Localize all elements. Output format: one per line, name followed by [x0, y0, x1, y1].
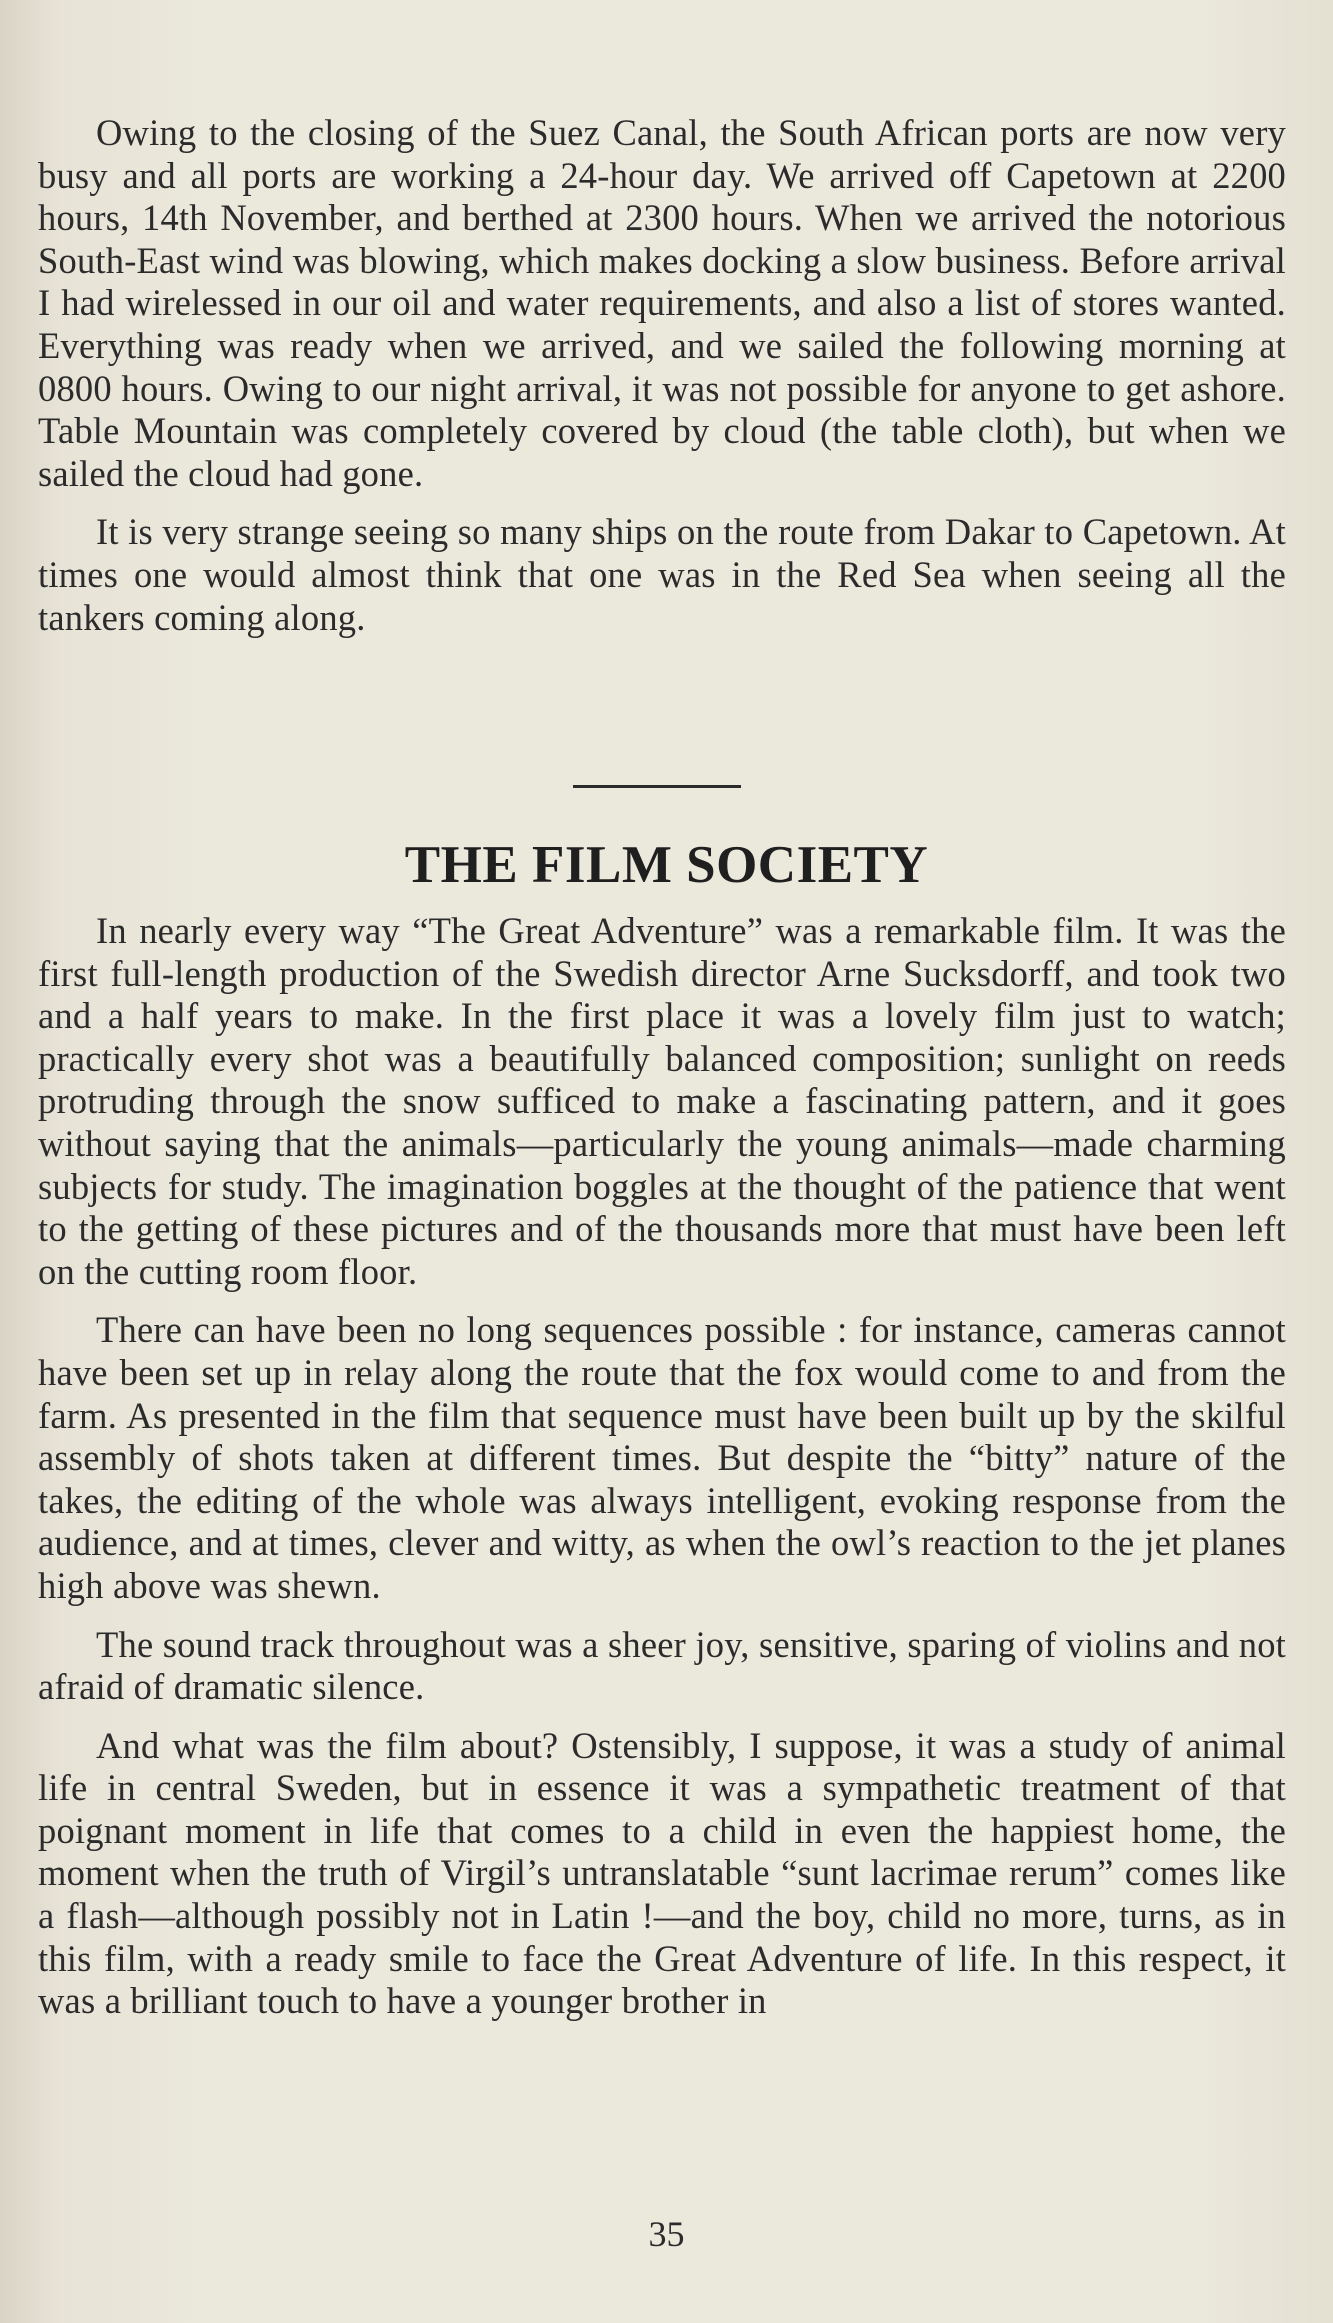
body-paragraph: And what was the film about? Ostensibly, I suppose, it was a study of animal life in central Sweden, but in essence it was a sympathetic treatment of that poignant moment in life that comes to a child in even the happiest home, the moment when the truth of Virgil’s untranslatable “sunt lacrimae rerum” comes like a flash—although possibly not in Latin !—and the boy, child no more, turns, as in this film, with a ready smile to face the Great Adventure of life. In this respect, it was a brilliant touch to have a younger brother in — [38, 1724, 1286, 2022]
body-paragraph: It is very strange seeing so many ships on the route from Dakar to Capetown. At times one would almost think that one was in the Red Sea when seeing all the tankers coming along. — [38, 511, 1286, 638]
body-paragraph: In nearly every way “The Great Adventure” was a remarkable film. It was the first full-length production of the Swedish director Arne Sucksdorff, and took two and a half years to make. In the first place it was a lovely film just to watch; practically every shot was a beautifully balanced composition; sunlight on reeds protruding through the snow sufficed to make a fascinating pattern, and it goes without saying that the animals—particularly the young animals—made charming subjects for study. The imagination boggles at the thought of the patience that went to the getting of these pictures and of the thousands more that must have been left on the cutting room floor. — [38, 910, 1286, 1292]
section-heading: THE FILM SOCIETY — [404, 836, 929, 894]
section-divider — [573, 785, 741, 788]
section-suez-report — [38, 112, 1286, 639]
body-paragraph: Owing to the closing of the Suez Canal, the South African ports are now very busy and all ports are working a 24-hour day. We arrived off Capetown at 2200 hours, 14th November, and berthed at 2300 hours. When we arrived the notorious South-East wind was blowing, which makes docking a slow business. Before arrival I had wirelessed in our oil and water requirements, and also a list of stores wanted. Everything was ready when we arrived, and we sailed the following morning at 0800 hours. Owing to our night arrival, it was not possible for anyone to get ashore. Table Mountain was completely covered by cloud (the table cloth), but when we sailed the cloud had gone. — [38, 112, 1286, 494]
body-paragraph: There can have been no long sequences possible : for instance, cameras cannot have been set up in relay along the route that the fox would come to and from the farm. As presented in the film that sequence must have been built up by the skilful assembly of shots taken at different times. But despite the “bitty” nature of the takes, the editing of the whole was always intelligent, evoking response from the audience, and at times, clever and witty, as when the owl’s reaction to the jet planes high above was shewn. — [38, 1309, 1286, 1606]
body-paragraph: The sound track throughout was a sheer joy, sensitive, sparing of violins and not afraid of dramatic silence. — [38, 1623, 1286, 1708]
page-number: 35 — [648, 2214, 685, 2254]
section-film-society — [38, 910, 1286, 2023]
